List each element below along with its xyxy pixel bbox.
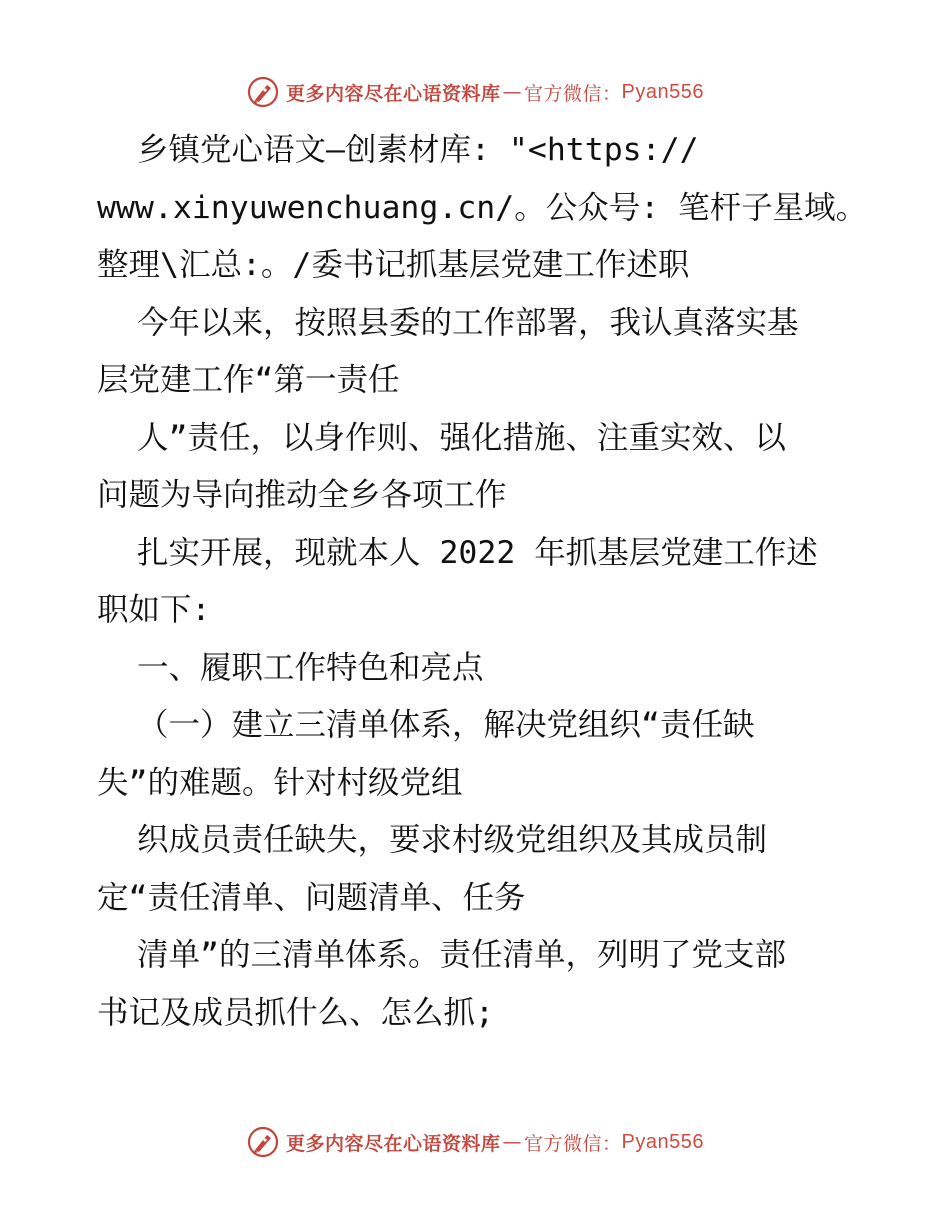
banner-dash: — (502, 1131, 523, 1153)
pen-nib-logo-icon (246, 75, 280, 109)
body-line: 整理\汇总:。/委书记抓基层党建工作述职 (97, 247, 690, 283)
pen-nib-logo-icon (246, 1125, 280, 1159)
body-line: 问题为导向推动全乡各项工作 (97, 477, 507, 513)
body-line: 职如下: (97, 592, 211, 628)
banner-lead-text: 更多内容尽在心语资料库 (286, 1132, 501, 1155)
header-banner (0, 72, 950, 112)
body-line: 层党建工作“第一责任 (97, 362, 400, 398)
banner-wechat-id: Pyan556 (621, 1130, 704, 1153)
document-body (97, 122, 868, 1042)
body-line: 人”责任，以身作则、强化措施、注重实效、以 (137, 419, 786, 456)
body-line: 乡镇党心语文—创素材库: "<https:// (137, 132, 699, 168)
body-line: （一）建立三清单体系，解决党组织“责任缺 (137, 707, 755, 743)
banner-wechat-id: Pyan556 (621, 80, 704, 103)
banner-dash: — (502, 81, 523, 103)
banner-tail-text: 官方微信： (524, 82, 622, 105)
section-heading: 一、履职工作特色和亮点 (137, 649, 484, 686)
body-line: 扎实开展，现就本人 2022 年抓基层党建工作述 (137, 534, 818, 571)
footer-banner (0, 1122, 950, 1162)
body-line: 清单”的三清单体系。责任清单，列明了党支部 (137, 937, 786, 973)
body-line: 定“责任清单、问题清单、任务 (97, 879, 526, 916)
body-line: 失”的难题。针对村级党组 (97, 764, 463, 801)
banner-tail-text: 官方微信： (524, 1132, 622, 1155)
body-line: www.xinyuwenchuang.cn/。公众号: 笔杆子星域。 (97, 189, 868, 226)
banner-lead-text: 更多内容尽在心语资料库 (286, 82, 501, 105)
body-line: 书记及成员抓什么、怎么抓; (97, 994, 494, 1031)
body-line: 今年以来，按照县委的工作部署，我认真落实基 (137, 304, 799, 341)
body-line: 织成员责任缺失，要求村级党组织及其成员制 (137, 822, 768, 858)
